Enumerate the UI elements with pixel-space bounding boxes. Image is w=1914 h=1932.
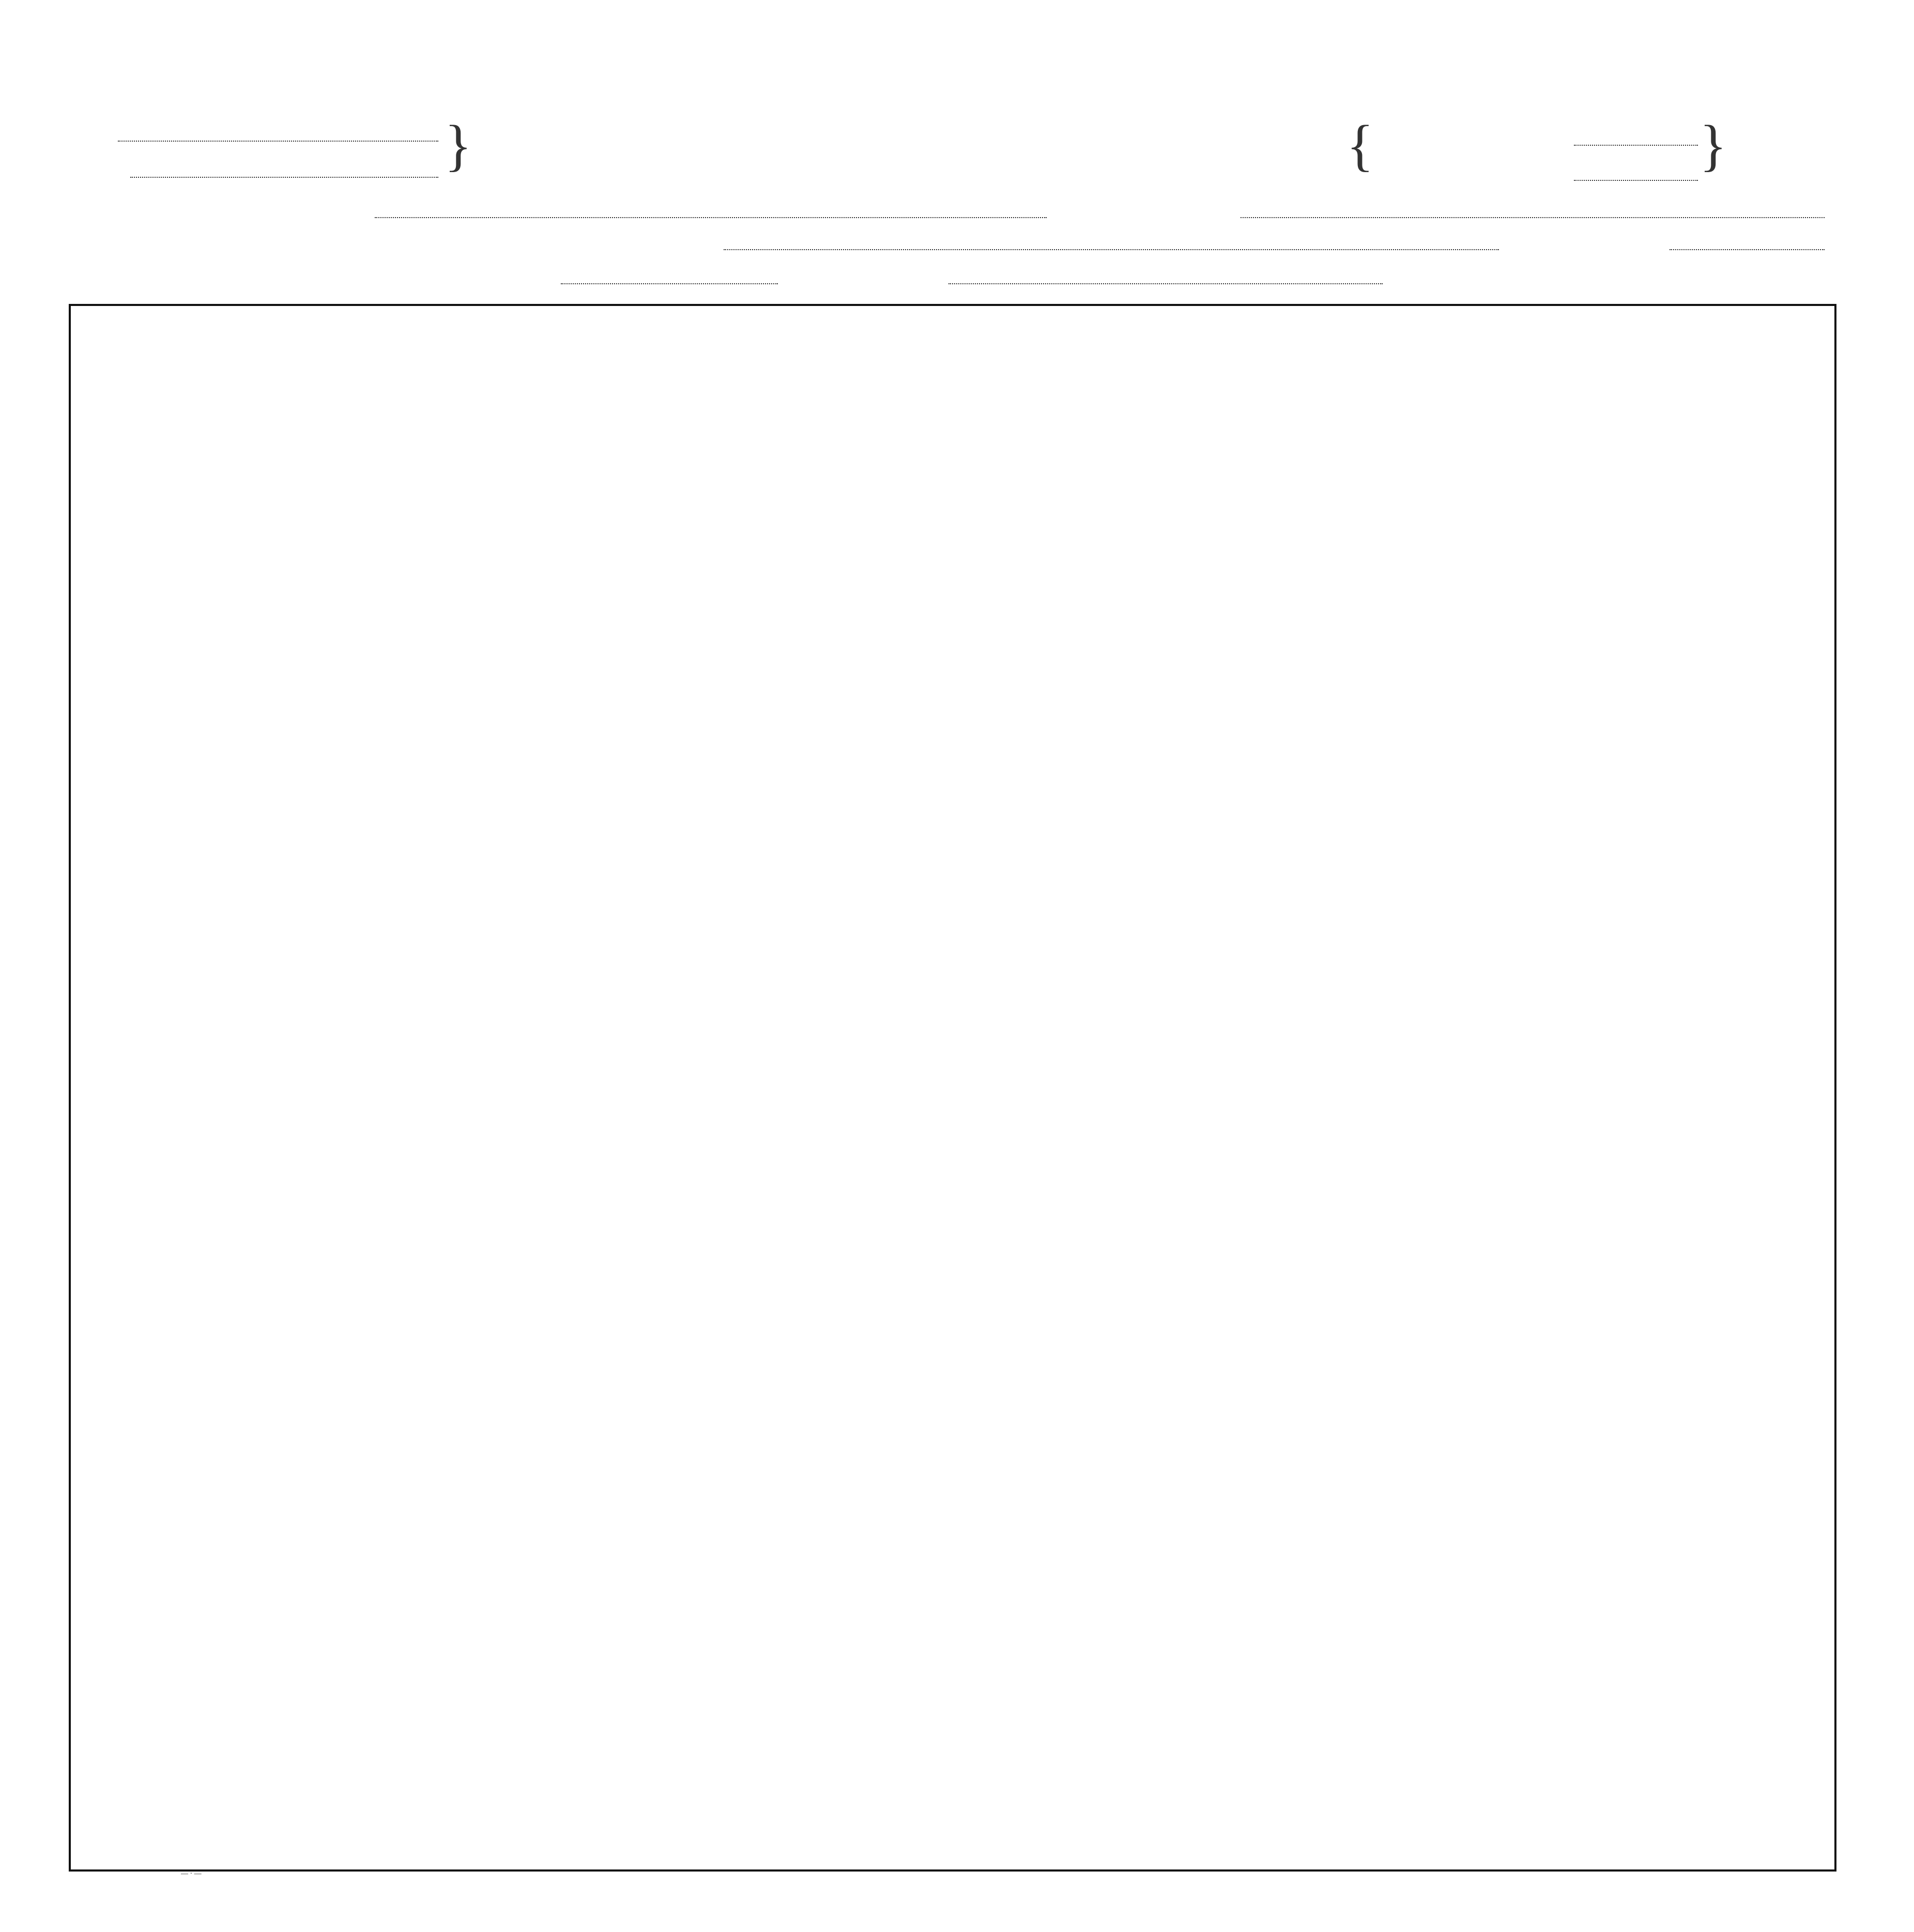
state-field <box>118 120 438 142</box>
township-field <box>375 186 1047 218</box>
enumerator-field <box>948 263 1383 284</box>
header-brace-right: { <box>1346 114 1374 177</box>
enum-day-field <box>561 263 778 284</box>
ward-field <box>1670 228 1825 250</box>
header-brace-left: } <box>445 114 472 177</box>
city-field <box>724 228 1499 250</box>
ed-field <box>1574 159 1698 181</box>
supervisor-field <box>1574 124 1698 146</box>
institution-field <box>1241 196 1825 218</box>
census-table <box>69 304 1836 1872</box>
county-field <box>130 156 438 178</box>
footer-mark: — · — <box>181 1870 202 1878</box>
header-brace-sheet: } <box>1699 114 1727 177</box>
